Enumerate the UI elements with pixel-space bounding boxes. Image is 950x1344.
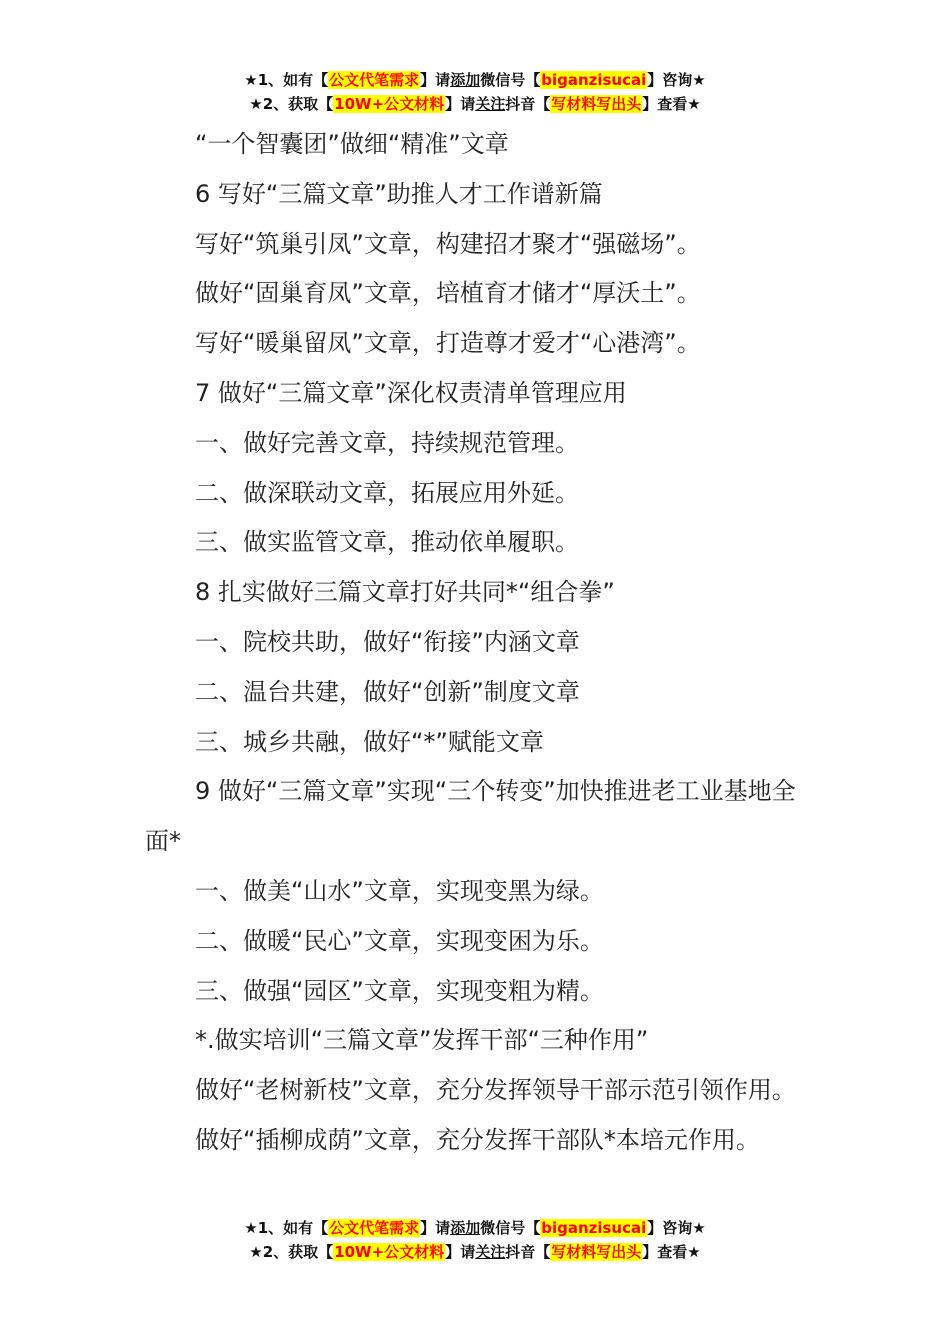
highlight-materials: 10W+公文材料	[334, 95, 445, 113]
banner-line-2: ★2、获取【10W+公文材料】请关注抖音【写材料写出头】查看★	[249, 1243, 701, 1261]
section-heading: 8 扎实做好三篇文章打好共同*“组合拳”	[195, 578, 615, 607]
banner-line-1: ★1、如有【公文代笔需求】请添加微信号【biganzisucai】咨询★	[244, 1219, 706, 1237]
paragraph: 二、温台共建，做好“创新”制度文章	[195, 677, 580, 706]
paragraph: 三、做强“园区”文章，实现变粗为精。	[195, 976, 604, 1005]
section-heading: 7 做好“三篇文章”深化权责清单管理应用	[195, 378, 627, 407]
highlight-wechat-id: biganzisucai	[541, 71, 647, 89]
section-heading: 9 做好“三篇文章”实现“三个转变”加快推进老工业基地全面*	[145, 777, 796, 856]
paragraph: 一、做好完善文章，持续规范管理。	[195, 428, 579, 457]
paragraph: “一个智囊团”做细“精准”文章	[195, 130, 509, 158]
paragraph: 做好“插柳成荫”文章，充分发挥干部队*本培元作用。	[195, 1125, 760, 1154]
paragraph: 写好“暖巢留凤”文章，打造尊才爱才“心港湾”。	[195, 329, 701, 358]
header-banner	[0, 68, 950, 116]
section-heading: *.做实培训“三篇文章”发挥干部“三种作用”	[195, 1026, 649, 1055]
paragraph: 二、做暖“民心”文章，实现变困为乐。	[195, 926, 604, 955]
banner-line-2: ★2、获取【10W+公文材料】请关注抖音【写材料写出头】查看★	[249, 95, 701, 113]
highlight-douyin-account: 写材料写出头	[551, 1243, 642, 1261]
footer-banner	[0, 1216, 950, 1264]
banner-line-1: ★1、如有【公文代笔需求】请添加微信号【biganzisucai】咨询★	[244, 71, 706, 89]
highlight-douyin-account: 写材料写出头	[551, 95, 642, 113]
highlight-wechat-id: biganzisucai	[541, 1219, 647, 1237]
highlight-service: 公文代笔需求	[329, 71, 420, 89]
section-heading: 6 写好“三篇文章”助推人才工作谱新篇	[195, 179, 603, 208]
paragraph: 三、做实监管文章，推动依单履职。	[195, 528, 579, 557]
paragraph: 写好“筑巢引凤”文章，构建招才聚才“强磁场”。	[195, 229, 701, 258]
highlight-service: 公文代笔需求	[329, 1219, 420, 1237]
paragraph: 三、城乡共融，做好“*”赋能文章	[195, 727, 544, 756]
paragraph: 一、院校共助，做好“衔接”内涵文章	[195, 627, 580, 656]
highlight-materials: 10W+公文材料	[334, 1243, 445, 1261]
paragraph: 一、做美“山水”文章，实现变黑为绿。	[195, 876, 604, 905]
paragraph: 做好“老树新枝”文章，充分发挥领导干部示范引领作用。	[195, 1076, 796, 1105]
paragraph: 做好“固巢育凤”文章，培植育才储才“厚沃土”。	[195, 279, 701, 308]
paragraph: 二、做深联动文章，拓展应用外延。	[195, 478, 579, 507]
document-body	[145, 120, 810, 1166]
